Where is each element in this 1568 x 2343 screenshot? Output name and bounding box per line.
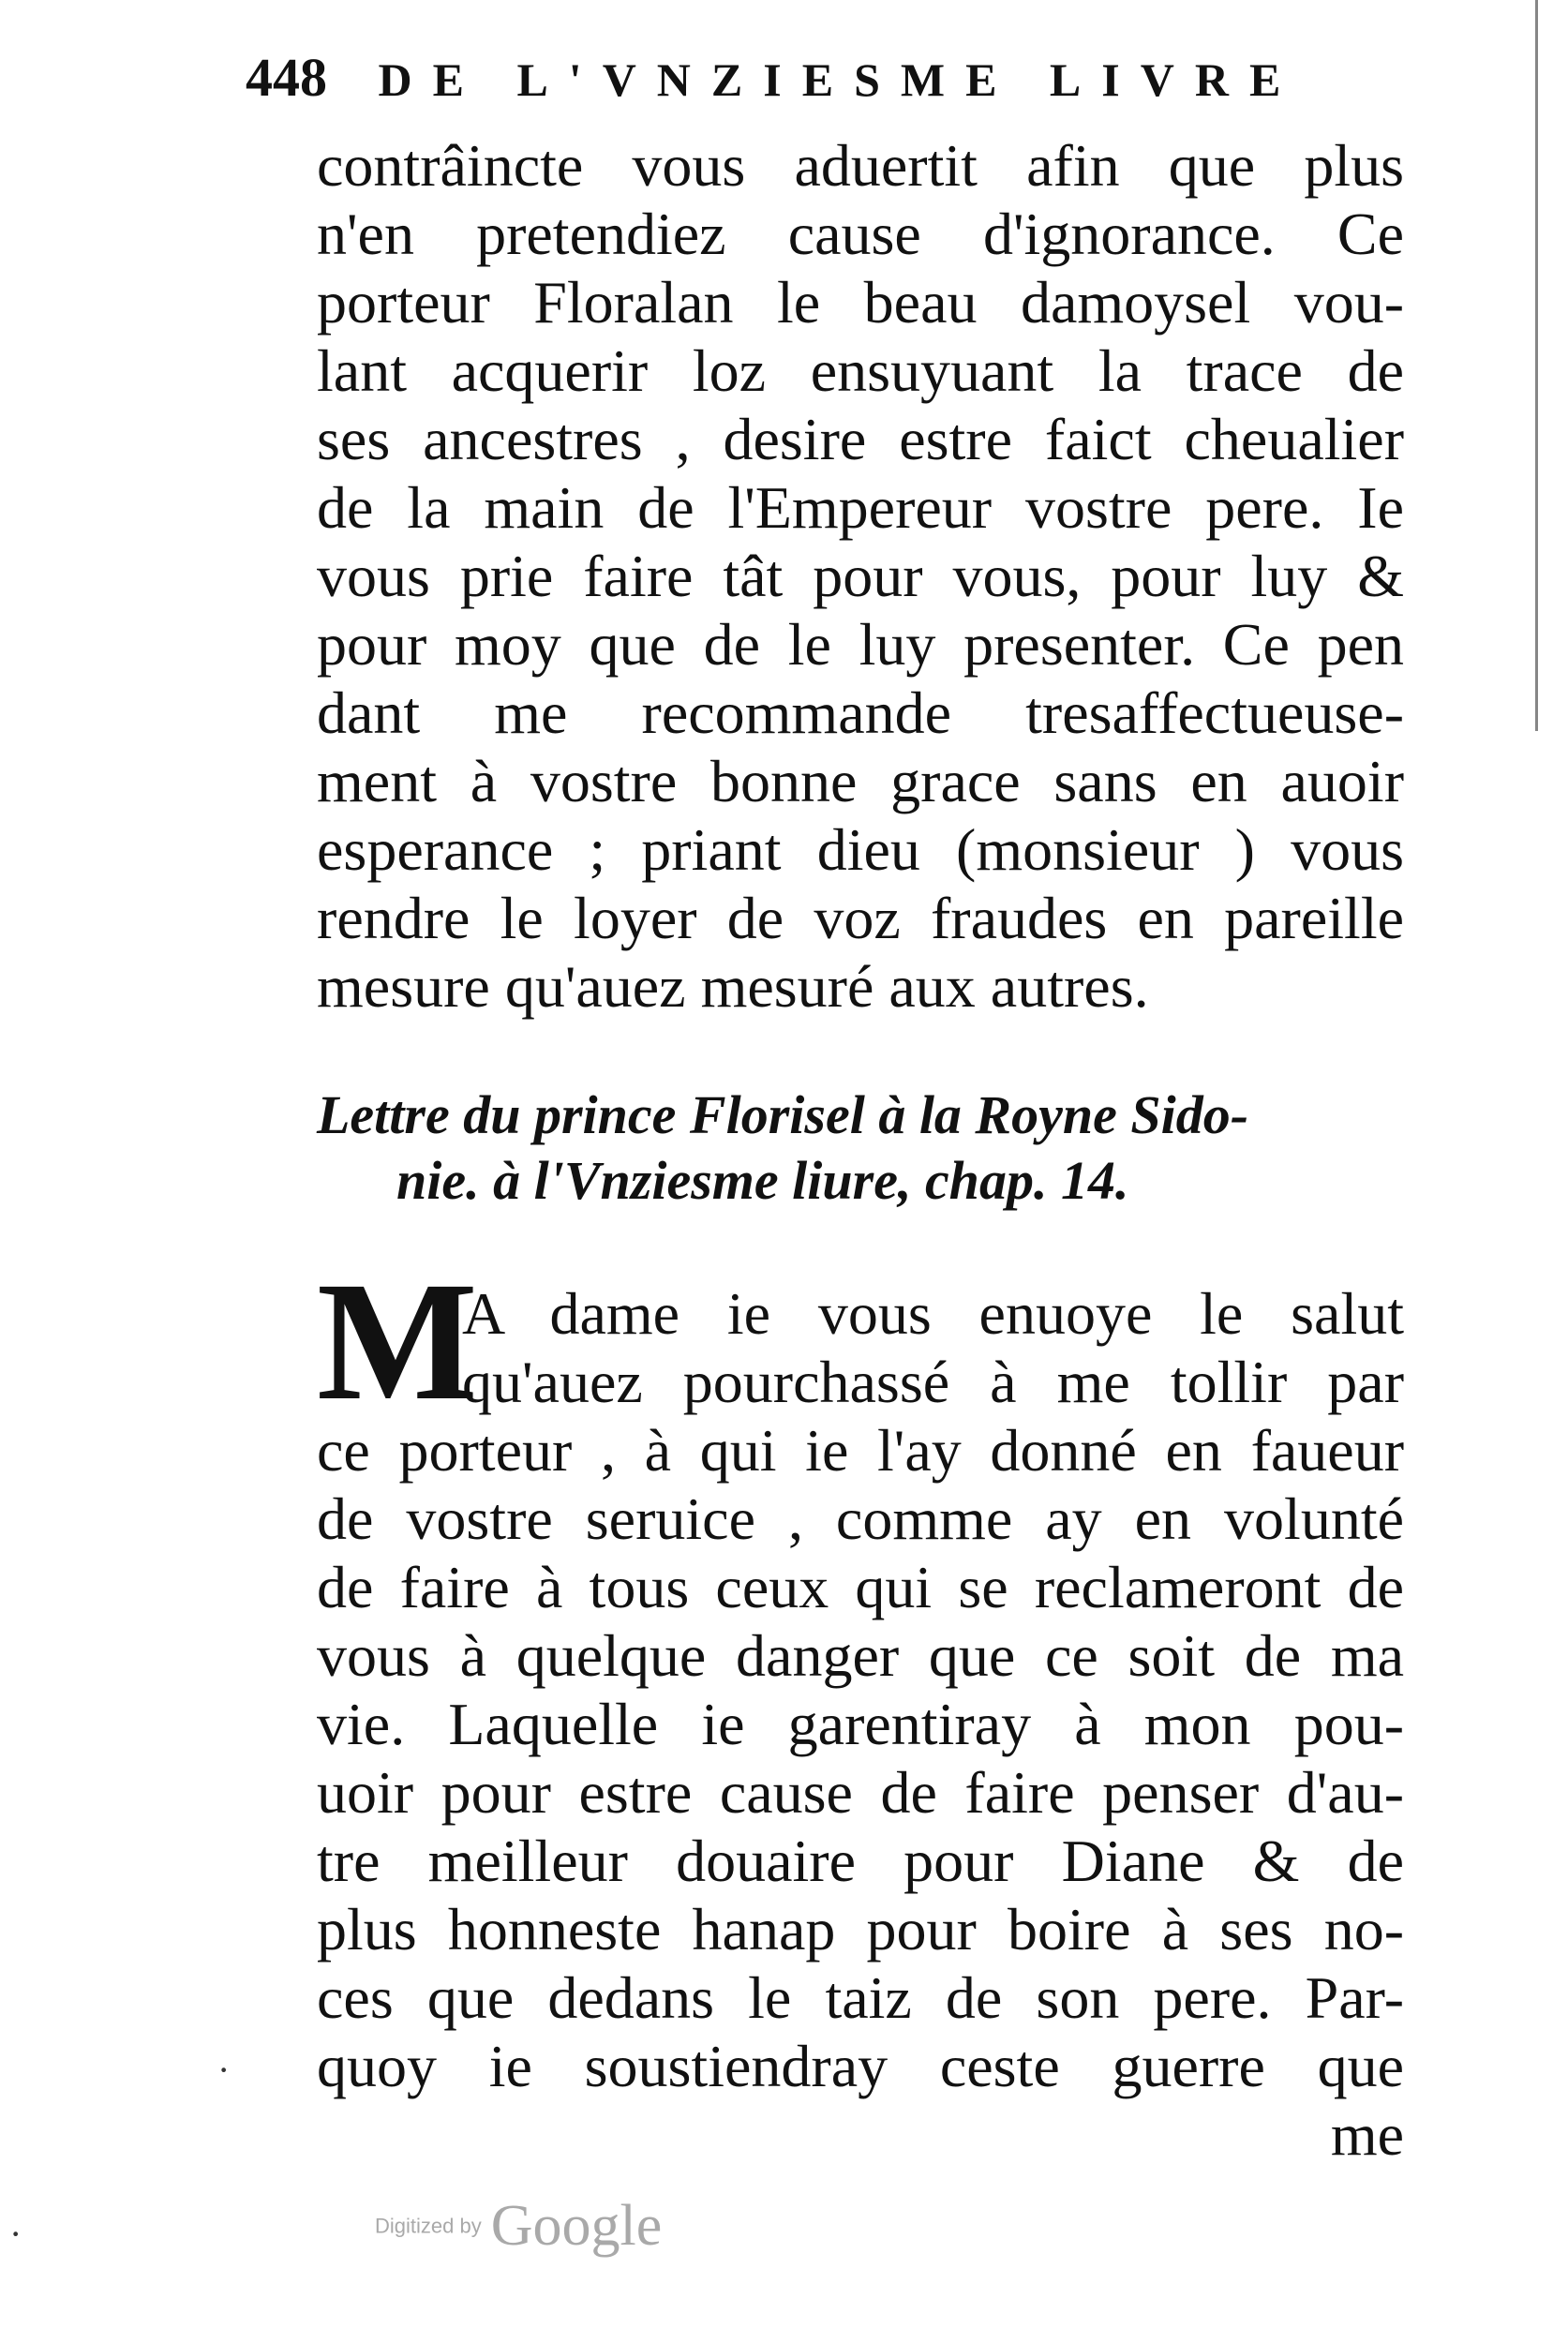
drop-capital: M — [317, 1247, 478, 1436]
page-edge-shadow — [1535, 0, 1538, 731]
running-title: DE L'VNZIESME LIVRE — [378, 53, 1302, 106]
heading-line: Lettre du prince Florisel à la Royne Sido- — [317, 1084, 1249, 1145]
text-line: plus honneste hanap pour boire à ses no- — [317, 1896, 1404, 1962]
text-line: rendre le loyer de voz fraudes en pareille — [317, 885, 1404, 951]
text-line: contrâincte vous aduertit afin que plus — [317, 132, 1404, 199]
scan-speck: · — [217, 2049, 231, 2091]
prose-block — [317, 131, 1404, 1021]
text-line: esperance ; priant dieu (monsieur ) vous — [317, 816, 1404, 883]
text-line: vie. Laquelle ie garentiray à mon pou- — [317, 1691, 1404, 1757]
text-line: quoy ie soustiendray ceste guerre que — [317, 2033, 1404, 2099]
google-logo: Google — [490, 2194, 663, 2258]
page-number: 448 — [246, 47, 327, 108]
letter-heading — [317, 1082, 1404, 1214]
text-line: lant acquerir loz ensuyuant la trace de — [317, 337, 1404, 404]
text-line: mesure qu'auez mesuré aux autres. — [317, 953, 1149, 1020]
text-line: de vostre seruice , comme ay en volunté — [317, 1485, 1404, 1552]
text-line: porteur Floralan le beau damoysel vou- — [317, 269, 1404, 336]
text-line: A dame ie vous enuoye le salut — [462, 1280, 1404, 1347]
text-line: tre meilleur douaire pour Diane & de — [317, 1828, 1404, 1894]
text-line: pour moy que de le luy presenter. Ce pen — [317, 611, 1404, 678]
text-line: vous prie faire tât pour vous, pour luy & — [317, 543, 1404, 609]
scan-speck: · — [9, 2213, 22, 2255]
catchword: me — [1330, 2101, 1404, 2168]
letter-body — [317, 1279, 1404, 2169]
text-line: ce porteur , à qui ie l'ay donné en faueur — [317, 1417, 1404, 1484]
heading-line: nie. à l'Vnziesme liure, chap. 14. — [396, 1150, 1129, 1211]
text-line: de la main de l'Empereur vostre pere. Ie — [317, 474, 1404, 541]
running-head — [246, 45, 1370, 112]
text-line: de faire à tous ceux qui se reclameront de — [317, 1554, 1404, 1620]
text-line: uoir pour estre cause de faire penser d'au- — [317, 1759, 1404, 1826]
text-line: vous à quelque danger que ce soit de ma — [317, 1622, 1404, 1689]
text-line: ces que dedans le taiz de son pere. Par- — [317, 1964, 1404, 2031]
text-line: ment à vostre bonne grace sans en auoir — [317, 748, 1404, 814]
digitized-by-google-watermark — [375, 2193, 662, 2260]
text-line: ses ancestres , desire estre faict cheualier — [317, 406, 1404, 472]
watermark-prefix: Digitized by — [375, 2214, 482, 2238]
text-line: qu'auez pourchassé à me tollir par — [462, 1349, 1404, 1415]
text-line: dant me recommande tresaffectueuse- — [317, 679, 1404, 746]
text-line: n'en pretendiez cause d'ignorance. Ce — [317, 201, 1404, 267]
